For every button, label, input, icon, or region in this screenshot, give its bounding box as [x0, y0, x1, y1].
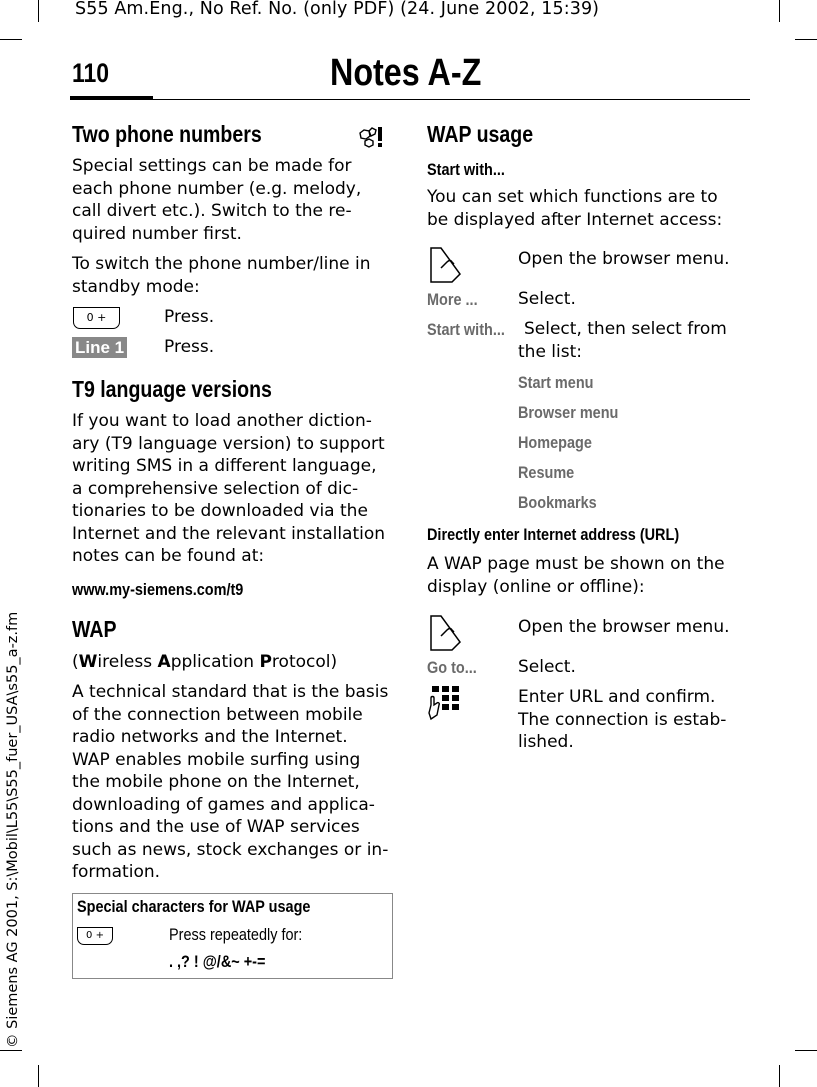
browser-key-icon [428, 244, 466, 284]
go-to-menu-item[interactable]: Go to... [427, 658, 477, 677]
paragraph-line: You can set which functions are to [427, 187, 718, 207]
paragraph-line: display (online or offline): [427, 576, 645, 597]
header-rule [70, 99, 750, 100]
step-description: Press. [164, 307, 215, 327]
more-menu-item[interactable]: More ... [427, 290, 478, 309]
wap-expansion: (Wireless Application Protocol) [72, 652, 338, 672]
paragraph-line: standby mode: [72, 276, 200, 297]
paragraph-line: ary (T9 language version) to support [72, 433, 385, 454]
paragraph-line: the mobile phone on the Internet, [72, 772, 360, 792]
paragraph-line: If you want to load another diction- [72, 411, 372, 431]
step-description: Open the browser menu. [518, 249, 730, 269]
paragraph-line: notes can be found at: [72, 546, 265, 566]
wap-heading: WAP [72, 616, 117, 642]
paragraph-line: of the connection between mobile [72, 704, 363, 725]
direct-url-subhead: Directly enter Internet address (URL) [427, 525, 680, 544]
page-title: Notes A-Z [330, 52, 482, 94]
step-description: The connection is estab- [518, 709, 727, 730]
paragraph-line: WAP enables mobile surfing using [72, 749, 361, 770]
two-numbers-heading: Two phone numbers [72, 121, 262, 147]
start-with-subhead: Start with... [427, 160, 505, 179]
step-description: Select. [518, 289, 576, 309]
paragraph-line: downloading of games and applica- [72, 794, 375, 815]
paragraph-line: writing SMS in a different language, [72, 456, 377, 476]
paragraph-line: To switch the phone number/line in [72, 254, 371, 274]
step-description: Enter URL and confirm. [518, 687, 716, 707]
paragraph-line: tionaries to be downloaded via the [72, 501, 368, 521]
t9-heading: T9 language versions [72, 376, 272, 402]
crop-mark [0, 1050, 22, 1051]
option-browser-menu[interactable]: Browser menu [518, 403, 619, 422]
line1-softkey-label: Line 1 [72, 337, 127, 358]
crop-mark [38, 0, 39, 22]
crop-mark [795, 1050, 817, 1051]
paragraph-line: call divert etc.). Switch to the re- [72, 201, 352, 221]
zero-plus-key-icon: 0 + [77, 927, 113, 945]
step-description: Select. [518, 657, 576, 677]
option-resume[interactable]: Resume [518, 463, 575, 482]
option-start-menu[interactable]: Start menu [518, 373, 594, 392]
option-homepage[interactable]: Homepage [518, 433, 592, 452]
paragraph-line: tions and the use of WAP services [72, 817, 360, 837]
step-description: the list: [518, 341, 582, 362]
crop-mark [0, 39, 22, 40]
keypad-icon [428, 685, 466, 723]
copyright-side-text: © Siemens AG 2001, S:\Mobil\L55\S55_fuer_USA\s55_a-z.fm [5, 611, 21, 1048]
step-description: Open the browser menu. [518, 617, 730, 637]
option-bookmarks[interactable]: Bookmarks [518, 493, 597, 512]
paragraph-line: Special settings can be made for [72, 156, 352, 176]
step-description: lished. [518, 732, 574, 752]
t9-url-link[interactable]: www.my-siemens.com/t9 [72, 580, 244, 599]
crop-mark [779, 1065, 780, 1087]
step-description: Select, then select from [524, 319, 727, 339]
paragraph-line: Internet and the relevant installation [72, 523, 386, 544]
crop-mark [779, 0, 780, 22]
wap-usage-heading: WAP usage [427, 121, 534, 147]
paragraph-line: radio networks and the Internet. [72, 727, 348, 747]
browser-key-icon [428, 612, 466, 652]
crop-mark [795, 39, 817, 40]
paragraph-line: quired number first. [72, 223, 242, 244]
special-box-instruction: Press repeatedly for: [169, 925, 303, 944]
zero-plus-key-icon: 0 + [73, 307, 120, 329]
page-number: 110 [72, 58, 110, 88]
paragraph-line: such as news, stock exchanges or in- [72, 839, 389, 860]
paragraph-line: each phone number (e.g. melody, [72, 178, 362, 199]
start-with-menu-item[interactable]: Start with... [427, 320, 505, 339]
special-characters-list: . ,? ! @/&~ +-= [169, 952, 266, 971]
crop-mark [38, 1065, 39, 1087]
running-head: S55 Am.Eng., No Ref. No. (only PDF) (24. June 2002, 15:39) [75, 0, 600, 19]
network-dependent-icon [356, 124, 386, 150]
special-box-title: Special characters for WAP usage [77, 897, 311, 916]
paragraph-line: formation. [72, 862, 161, 882]
paragraph-line: a comprehensive selection of dic- [72, 478, 359, 499]
step-description: Press. [164, 337, 215, 357]
paragraph-line: A WAP page must be shown on the [427, 554, 725, 574]
paragraph-line: A technical standard that is the basis [72, 682, 389, 702]
paragraph-line: be displayed after Internet access: [427, 209, 723, 230]
